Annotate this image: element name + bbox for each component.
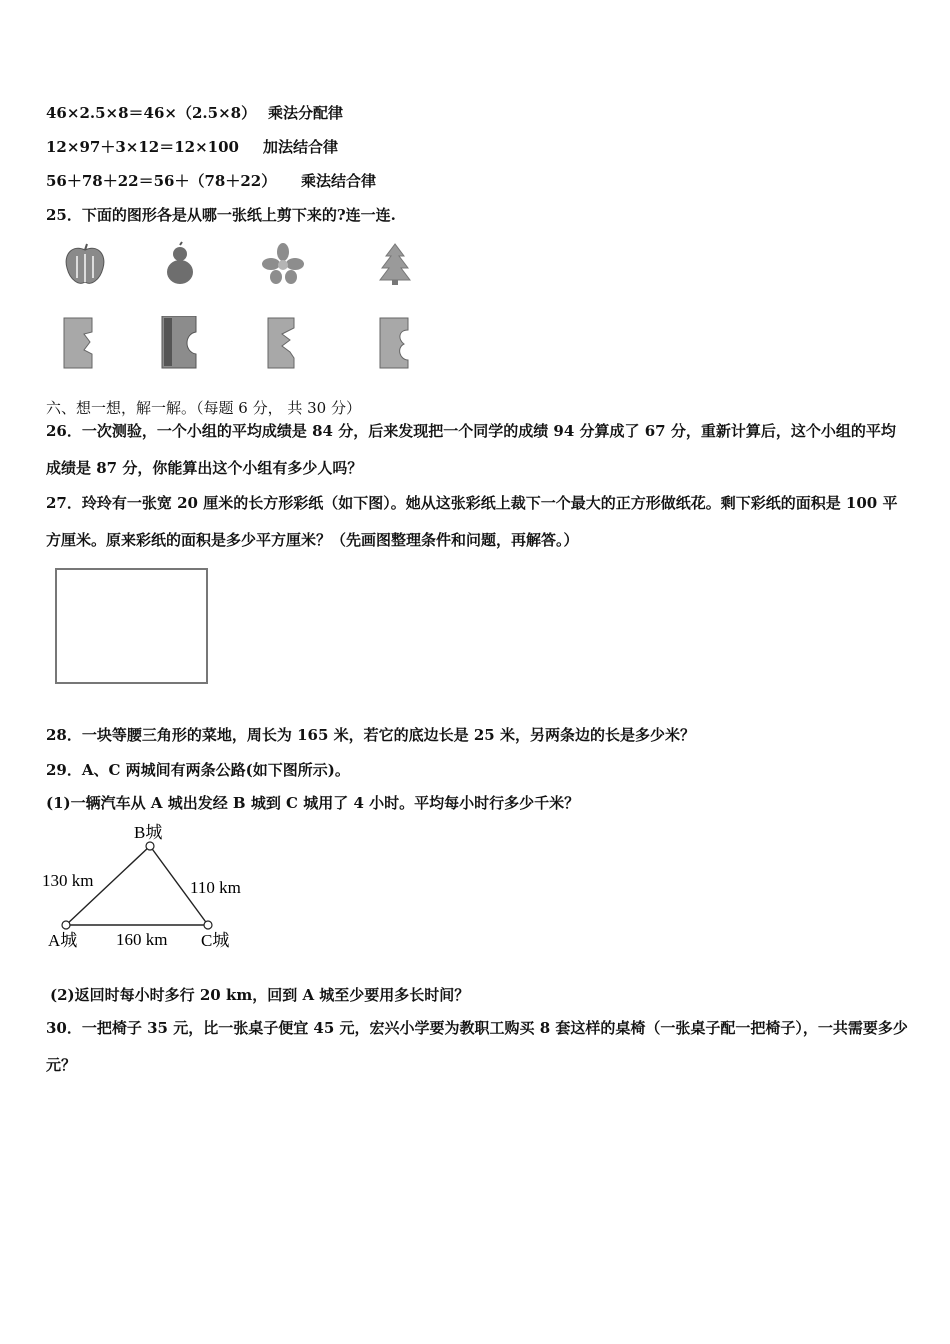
paper-piece-2-icon (162, 316, 196, 368)
question-25: 25．下面的图形各是从哪一张纸上剪下来的?连一连. (46, 206, 396, 224)
question-29-part-1: (1)一辆汽车从 A 城出发经 B 城到 C 城用了 4 小时。平均每小时行多少千米？ (46, 794, 580, 812)
distance-ac-label: 160 km (116, 930, 168, 949)
tree-shape-icon (380, 244, 410, 285)
question-29: 29．A、C 两城间有两条公路(如下图所示)。 (46, 761, 350, 779)
question-28: 28．一块等腰三角形的菜地，周长为 165 米，若它的底边长是 25 米，另两条边的长是多少米？ (46, 726, 695, 744)
law-label-2: 加法结合律 (263, 138, 339, 156)
question-29-part-2: (2)返回时每小时多行 20 km，回到 A 城至少要用多长时间？ (50, 986, 470, 1004)
law-label-3: 乘法结合律 (301, 172, 377, 190)
expr-row-1: 46×2.5×8＝46×（2.5×8） (46, 104, 257, 122)
apple-shape-icon (66, 244, 104, 283)
city-c-point (204, 921, 212, 929)
paper-pieces-row (58, 316, 418, 372)
distance-bc-label: 110 km (190, 878, 241, 897)
law-label-1: 乘法分配律 (268, 104, 344, 122)
section-six-heading: 六、想一想，解一解。（每题 6 分， 共 30 分） (46, 399, 361, 417)
question-30: 30．一把椅子 35 元，比一张桌子便宜 45 元，宏兴小学要为教职工购买 8 套这样的桌椅（一张桌子配一把椅子），一共需要多少元？ (46, 1019, 908, 1074)
flower-shape-icon (262, 243, 304, 284)
city-b-label: B城 (134, 823, 163, 842)
paper-piece-1-icon (64, 318, 92, 368)
paper-piece-3-icon (268, 318, 294, 368)
city-a-label: A城 (48, 931, 78, 950)
rectangle-paper-figure (52, 565, 212, 687)
expr-row-2: 12×97＋3×12＝12×100 (46, 138, 239, 156)
question-26: 26．一次测验，一个小组的平均成绩是 84 分，后来发现把一个同学的成绩 94 分算成了 67 分，重新计算后，这个小组的平均成绩是 87 分，你能算出这个小组有多少人吗？ (46, 422, 896, 477)
city-c-label: C城 (201, 931, 230, 950)
distance-ab-label: 130 km (42, 871, 94, 890)
question-27: 27．玲玲有一张宽 20 厘米的长方形彩纸（如下图）。她从这张彩纸上裁下一个最大的正方形做纸花。剩下彩纸的面积是 100 平方厘米。原来彩纸的面积是多少平方厘米？（先画图整理条件和问题，再解答。） (46, 494, 898, 549)
city-b-point (146, 842, 154, 850)
cut-shapes-row (58, 240, 418, 290)
expr-row-3: 56＋78＋22＝56＋（78＋22） (46, 172, 277, 190)
gourd-shape-icon (167, 242, 193, 284)
triangle-route-diagram (38, 818, 278, 958)
city-a-point (62, 921, 70, 929)
paper-piece-4-icon (380, 318, 408, 368)
